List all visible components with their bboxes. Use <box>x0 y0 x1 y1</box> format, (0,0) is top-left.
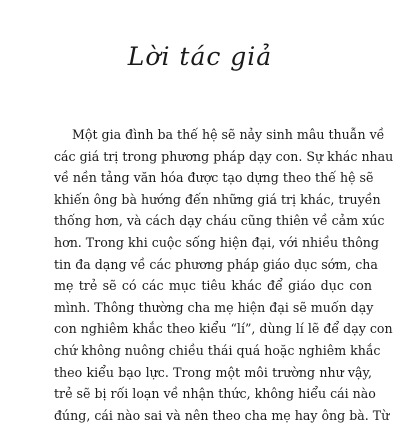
text-line: khiến ông bà hướng đến những giá trị khác, truyền <box>54 191 381 207</box>
text-line: mẹ trẻ sẽ có các mục tiêu khác để giáo dục con <box>54 278 372 294</box>
text-line: mình. Thông thường cha mẹ hiện đại sẽ muốn dạy <box>54 299 374 315</box>
body-paragraph <box>54 124 394 426</box>
text-line: về nền tảng văn hóa được tạo dựng theo thế hệ sẽ <box>54 170 374 186</box>
text-line: tin đa dạng về các phương pháp giáo dục sớm, cha <box>54 256 378 272</box>
text-line: chứ không nuông chiều thái quá hoặc nghiêm khắc <box>54 342 381 358</box>
text-line: các giá trị trong phương pháp dạy con. Sự khác nhau <box>54 148 394 164</box>
text-line: thống hơn, và cách dạy cháu cũng thiên về cảm xúc <box>54 213 385 229</box>
chapter-title: Lời tác giả <box>127 42 273 71</box>
text-line: hơn. Trong khi cuộc sống hiện đại, với nhiều thông <box>54 234 379 250</box>
text-line: Một gia đình ba thế hệ sẽ nảy sinh mâu thuẫn về <box>72 127 385 142</box>
text-line: trẻ sẽ bị rối loạn về nhận thức, không hiểu cái nào <box>54 386 376 402</box>
text-line: theo kiểu bạo lực. Trong một môi trường như vậy, <box>54 364 372 380</box>
text-line: con nghiêm khắc theo kiểu “lí”, dùng lí lẽ để dạy con <box>54 321 393 337</box>
text-line: đúng, cái nào sai và nên theo cha mẹ hay ông bà. Từ <box>54 407 390 423</box>
